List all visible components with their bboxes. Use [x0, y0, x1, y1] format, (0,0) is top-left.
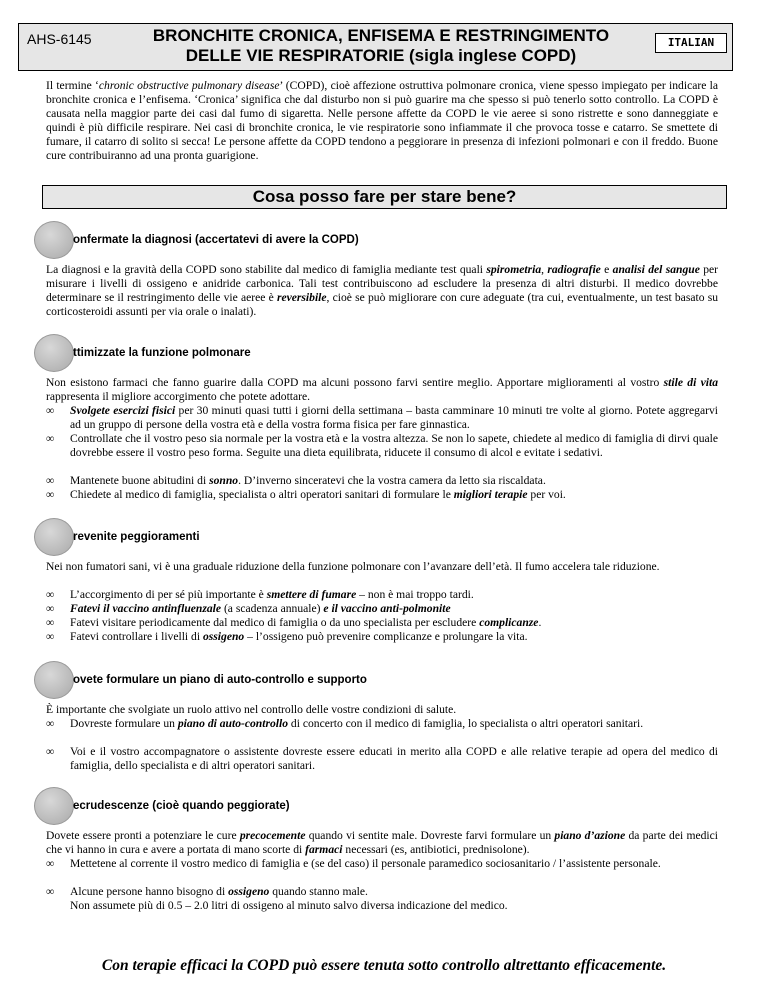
- document-header: [18, 23, 733, 71]
- list-item: ∞ Fatevi il vaccino antinfluenzale (a scadenza annuale) e il vaccino anti-polmonite: [46, 602, 451, 615]
- self-management-paragraph: È importante che svolgiate un ruolo attivo nel controllo delle vostre condizioni di salute.: [46, 703, 457, 716]
- list-item: ∞ Svolgete esercizi fisici per 30 minuti quasi tutti i giorni della settimana – basta camminare 10 minuti tre volte al giorno. Potete aggregarvi ad un gruppo di persone della vostra età e della vostra forma fisica per fare ginnastica.: [46, 404, 718, 431]
- list-item: ∞ Fatevi visitare periodicamente dal medico di famiglia o da uno specialista per escludere complicanze.: [46, 616, 542, 629]
- intro-paragraph: Il termine ‘chronic obstructive pulmonary disease’ (COPD), cioè affezione ostruttiva polmonare cronica, viene spesso impiegato per indicare la bronchite cronica e l’enfisema. ‘Cronica’ significa che dal disturbo non si può guarire ma che spesso si può tenerlo sotto controllo. La COPD è causata nella maggior parte dei casi dal fumo di sigaretta. Nelle persone affette da COPD le vie aeree si sono ristrette e sono danneggiate e quindi è più difficile respirare. Nei casi di bronchite cronica, le vie respiratorie sono infiammate il che provoca tosse e catarro. Se smettete di fumare, il catarro di solito si secca! Le persone affette da COPD tendono a peggiorare in presenza di infezioni polmonari e con il freddo. Buone cure contribuiranno ad una pronta guarigione.: [46, 79, 718, 162]
- list-item: ∞ Chiedete al medico di famiglia, specialista o altri operatori sanitari di formulare le migliori terapie per voi.: [46, 488, 566, 501]
- drop-cap-circle-icon: [34, 518, 74, 556]
- section-title: ovete formulare un piano di auto-controllo e supporto: [73, 674, 367, 686]
- drop-cap-circle-icon: [34, 334, 74, 372]
- list-item: ∞ Dovreste formulare un piano di auto-controllo di concerto con il medico di famiglia, lo specialista o altri operatori sanitari.: [46, 717, 644, 730]
- list-item: ∞ Mettetene al corrente il vostro medico di famiglia e (se del caso) il personale paramedico sociosanitario / l’assistente personale.: [46, 857, 661, 870]
- closing-statement: Con terapie efficaci la COPD può essere tenuta sotto controllo altrettanto efficacemente.: [101, 957, 667, 974]
- language-badge: ITALIAN: [655, 33, 727, 53]
- section-title: ecrudescenze (cioè quando peggiorate): [73, 800, 290, 812]
- title-line-2: DELLE VIE RESPIRATORIE (sigla inglese COPD): [185, 46, 577, 65]
- prevent-paragraph: Nei non fumatori sani, vi è una graduale riduzione della funzione polmonare con l’avanzare dell’età. Il fumo accelera tale riduzione.: [46, 560, 660, 573]
- list-item: ∞ Mantenete buone abitudini di sonno. D’inverno sinceratevi che la vostra camera da letto sia riscaldata.: [46, 474, 546, 487]
- section-title: revenite peggioramenti: [73, 531, 200, 543]
- list-item: ∞ Voi e il vostro accompagnatore o assistente dovreste essere educati in merito alla COPD e alle relative terapie ad opera del medico di famiglia, dello specialista e di altri operatori sanitari.: [46, 745, 718, 772]
- lung-function-paragraph: Non esistono farmaci che fanno guarire dalla COPD ma alcuni possono farvi sentire meglio. Apportare miglioramenti al vostro stile di vita rappresenta il migliore accorgimento che potete adottare.: [46, 376, 718, 403]
- section-title: ttimizzate la funzione polmonare: [73, 347, 251, 359]
- list-item: ∞ Alcune persone hanno bisogno di ossigeno quando stanno male. Non assumete più di 0.5 – 2.0 litri di ossigeno al minuto salvo diversa indicazione del medico.: [46, 885, 508, 912]
- document-code: AHS-6145: [27, 31, 92, 47]
- drop-cap-circle-icon: [34, 661, 74, 699]
- document-title: [131, 26, 631, 66]
- title-line-1: BRONCHITE CRONICA, ENFISEMA E RESTRINGIMENTO: [152, 26, 610, 45]
- section-banner: Cosa posso fare per stare bene?: [42, 185, 727, 209]
- list-item: ∞ Controllate che il vostro peso sia normale per la vostra età e la vostra altezza. Se non lo sapete, chiedete al medico di famiglia di dirvi quale dovrebbe essere il vostro peso forma. Seguite una dieta equilibrata, riducete il consumo di alcol e evitate i sedativi.: [46, 432, 718, 459]
- section-title: onfermate la diagnosi (accertatevi di avere la COPD): [73, 234, 359, 246]
- drop-cap-circle-icon: [34, 221, 74, 259]
- diagnosis-paragraph: La diagnosi e la gravità della COPD sono stabilite dal medico di famiglia mediante test quali spirometria, radiografie e analisi del sangue per misurare i livelli di ossigeno e anidride carbonica. Tali test contribuiscono ad escludere la presenza di altri disturbi. Il medico dovrebbe determinare se il restringimento delle vie aeree è reversibile, cioè se può migliorare con cure adeguate (tra cui, eventualmente, un test basato su corticosteroidi assunti per via orale o inalati).: [46, 263, 719, 318]
- list-item: ∞ Fatevi controllare i livelli di ossigeno – l’ossigeno può prevenire complicanze e prolungare la vita.: [46, 630, 528, 643]
- drop-cap-circle-icon: [34, 787, 74, 825]
- list-item: ∞ L’accorgimento di per sé più importante è smettere di fumare – non è mai troppo tardi.: [46, 588, 474, 601]
- exacerbations-paragraph: Dovete essere pronti a potenziare le cure precocemente quando vi sentite male. Dovreste farvi formulare un piano d’azione da parte dei medici che vi hanno in cura e avere a portata di mano scorte di farmaci necessari (es, antibiotici, prednisolone).: [46, 829, 718, 856]
